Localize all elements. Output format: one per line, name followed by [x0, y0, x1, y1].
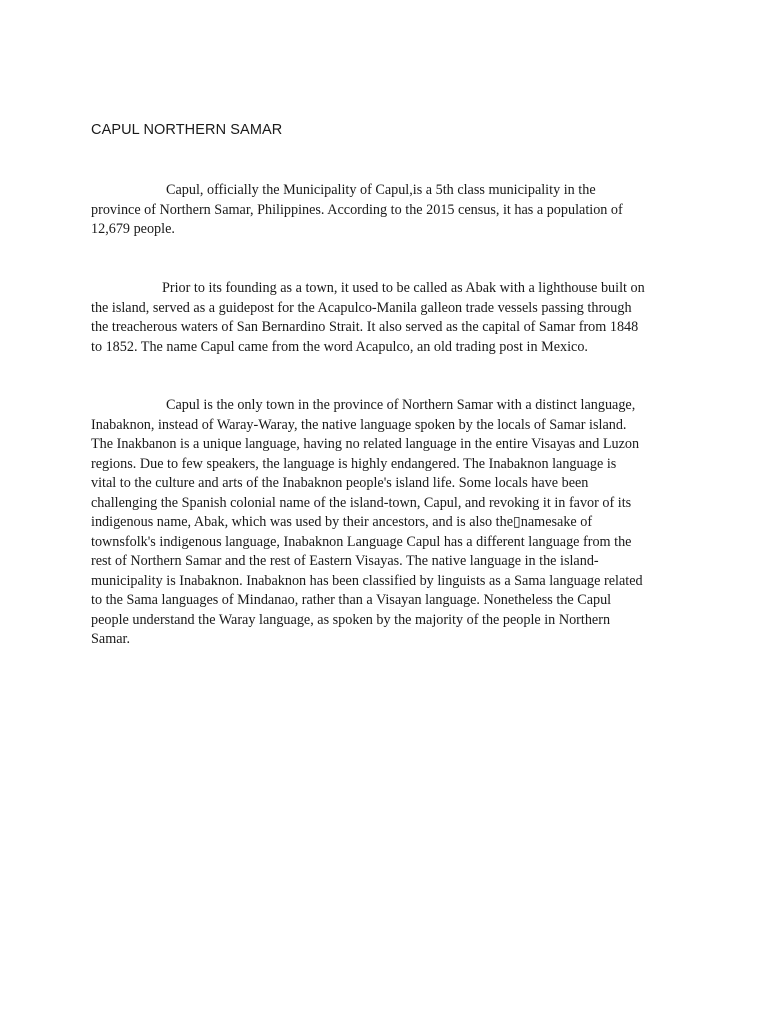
- paragraph-line: the island, served as a guidepost for the Acapulco-Manila galleon trade vessels passing through: [91, 299, 632, 316]
- paragraph-line: the treacherous waters of San Bernardino Strait. It also served as the capital of Samar from 1848: [91, 319, 639, 335]
- paragraph-line: Capul is the only town in the province of Northern Samar with a distinct language,: [166, 397, 636, 413]
- paragraph-line: townsfolk's indigenous language, Inabaknon Language Capul has a different language from the: [91, 533, 632, 550]
- paragraph-line: Capul, officially the Municipality of Capul,is a 5th class municipality in the: [166, 182, 596, 198]
- document-title: CAPUL NORTHERN SAMAR: [91, 122, 283, 138]
- paragraph-line: people understand the Waray language, as spoken by the majority of the people in Northern: [91, 611, 611, 628]
- paragraph-line: vital to the culture and arts of the Inabaknon people's island life. Some locals have been: [91, 475, 589, 491]
- paragraph-line: The Inakbanon is a unique language, having no related language in the entire Visayas and Luzon: [91, 436, 640, 452]
- paragraph-line: Inabaknon, instead of Waray-Waray, the native language spoken by the locals of Samar island.: [91, 416, 627, 433]
- paragraph-line: municipality is Inabaknon. Inabaknon has been classified by linguists as a Sama language related: [91, 572, 643, 589]
- paragraph-line: indigenous name, Abak, which was used by their ancestors, and is also the▯namesake of: [91, 514, 593, 530]
- paragraph-line: regions. Due to few speakers, the language is highly endangered. The Inabaknon language is: [91, 455, 617, 472]
- paragraph-line: Prior to its founding as a town, it used to be called as Abak with a lighthouse built on: [162, 280, 645, 296]
- paragraph-line: Samar.: [91, 631, 131, 647]
- paragraph-line: 12,679 people.: [91, 221, 175, 237]
- paragraph-line: to the Sama languages of Mindanao, rather than a Visayan language. Nonetheless the Capul: [91, 592, 612, 608]
- paragraph-history: [91, 279, 676, 357]
- paragraph-language: [91, 396, 676, 650]
- paragraph-introduction: [91, 181, 676, 240]
- paragraph-line: province of Northern Samar, Philippines. According to the 2015 census, it has a population of: [91, 201, 623, 218]
- paragraph-line: to 1852. The name Capul came from the word Acapulco, an old trading post in Mexico.: [91, 338, 588, 355]
- paragraph-line: rest of Northern Samar and the rest of Eastern Visayas. The native language in the island-: [91, 553, 599, 569]
- paragraph-line: challenging the Spanish colonial name of the island-town, Capul, and revoking it in favor of its: [91, 494, 632, 511]
